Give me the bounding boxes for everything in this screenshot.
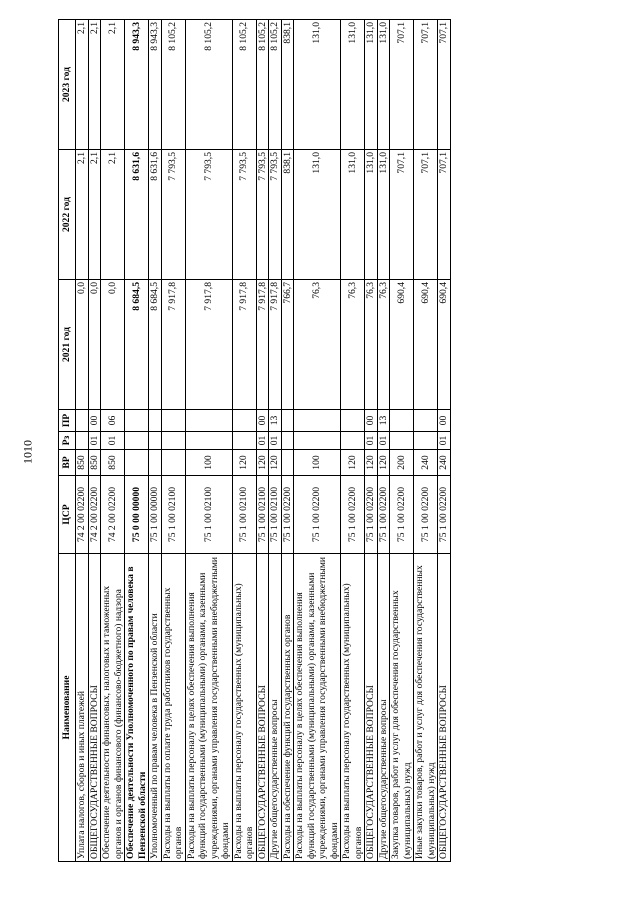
cell-rz: 01 <box>101 432 125 450</box>
cell-pr <box>414 410 438 432</box>
cell-csr: 75 1 00 02200 <box>294 476 341 554</box>
cell-csr: 75 1 00 02100 <box>269 476 282 554</box>
cell-csr: 75 1 00 02200 <box>377 476 390 554</box>
cell-csr: 74 2 00 02200 <box>101 476 125 554</box>
cell-2021: 8 684,5 <box>125 280 149 410</box>
cell-2021: 690,4 <box>438 280 451 410</box>
cell-2021: 76,3 <box>341 280 365 410</box>
cell-name: Расходы на обеспечение функций государственных органов <box>281 554 294 862</box>
cell-2022: 131,0 <box>377 150 390 280</box>
cell-2023: 131,0 <box>365 20 378 150</box>
cell-name: Обеспечение деятельности финансовых, налоговых и таможенных органов и органов финансового (финансово-бюджетного) надзора <box>101 554 125 862</box>
cell-2021: 7 917,8 <box>185 280 232 410</box>
cell-rz: 01 <box>256 432 269 450</box>
cell-name: Расходы на выплаты по оплате труда работников государственных органов <box>161 554 185 862</box>
cell-vr <box>281 450 294 476</box>
cell-2022: 707,1 <box>414 150 438 280</box>
cell-vr: 850 <box>76 450 89 476</box>
cell-2023: 8 943,3 <box>125 20 149 150</box>
cell-vr <box>161 450 185 476</box>
cell-vr: 240 <box>438 450 451 476</box>
table-row <box>256 20 269 862</box>
cell-vr: 100 <box>294 450 341 476</box>
cell-2023: 8 105,2 <box>269 20 282 150</box>
cell-name: Расходы на выплаты персоналу в целях обеспечения выполнения функций государственными (муниципальными) органами, казенными учреждениями, органами управления государственными внебюджетными фондами <box>185 554 232 862</box>
cell-vr <box>125 450 149 476</box>
cell-2022: 838,1 <box>281 150 294 280</box>
cell-rz: 01 <box>88 432 101 450</box>
cell-pr <box>161 410 185 432</box>
cell-2021: 76,3 <box>377 280 390 410</box>
cell-name: Уплата налогов, сборов и иных платежей <box>76 554 89 862</box>
cell-vr: 240 <box>414 450 438 476</box>
cell-name: Иные закупки товаров, работ и услуг для обеспечения государственных (муниципальных) нужд <box>414 554 438 862</box>
cell-pr <box>185 410 232 432</box>
cell-vr <box>149 450 162 476</box>
cell-rz <box>281 432 294 450</box>
table-header-row <box>59 20 76 862</box>
cell-name: Другие общегосударственные вопросы <box>269 554 282 862</box>
cell-pr: 06 <box>101 410 125 432</box>
cell-2023: 707,1 <box>438 20 451 150</box>
cell-2023: 8 105,2 <box>185 20 232 150</box>
cell-2022: 7 793,5 <box>269 150 282 280</box>
cell-name: Другие общегосударственные вопросы <box>377 554 390 862</box>
cell-2023: 131,0 <box>294 20 341 150</box>
cell-2022: 131,0 <box>341 150 365 280</box>
cell-2021: 690,4 <box>390 280 414 410</box>
cell-name: ОБЩЕГОСУДАРСТВЕННЫЕ ВОПРОСЫ <box>438 554 451 862</box>
cell-csr: 75 1 00 02200 <box>281 476 294 554</box>
header-csr: ЦСР <box>59 476 76 554</box>
cell-2023: 2,1 <box>88 20 101 150</box>
cell-2021: 0,0 <box>76 280 89 410</box>
cell-2022: 7 793,5 <box>256 150 269 280</box>
cell-pr: 00 <box>438 410 451 432</box>
page-number: 1010 <box>20 440 35 464</box>
cell-rz <box>232 432 256 450</box>
cell-name: Расходы на выплаты персоналу государственных (муниципальных) органов <box>232 554 256 862</box>
cell-2022: 7 793,5 <box>185 150 232 280</box>
table-row <box>161 20 185 862</box>
table-row <box>438 20 451 862</box>
table-row <box>101 20 125 862</box>
cell-csr: 75 1 00 02100 <box>256 476 269 554</box>
cell-rz <box>125 432 149 450</box>
cell-csr: 75 1 00 02200 <box>438 476 451 554</box>
header-2023: 2023 год <box>59 20 76 150</box>
cell-vr: 120 <box>256 450 269 476</box>
cell-pr <box>149 410 162 432</box>
cell-csr: 75 1 00 02200 <box>390 476 414 554</box>
cell-2022: 131,0 <box>365 150 378 280</box>
cell-2021: 7 917,8 <box>232 280 256 410</box>
cell-csr: 75 1 00 02200 <box>414 476 438 554</box>
cell-name: Закупка товаров, работ и услуг для обеспечения государственных (муниципальных) нужд <box>390 554 414 862</box>
cell-vr: 120 <box>269 450 282 476</box>
cell-2021: 76,3 <box>365 280 378 410</box>
cell-2021: 0,0 <box>101 280 125 410</box>
cell-2023: 8 943,3 <box>149 20 162 150</box>
cell-rz <box>161 432 185 450</box>
table-row <box>414 20 438 862</box>
cell-name: ОБЩЕГОСУДАРСТВЕННЫЕ ВОПРОСЫ <box>365 554 378 862</box>
cell-2023: 2,1 <box>101 20 125 150</box>
cell-name: Уполномоченный по правам человека в Пензенской области <box>149 554 162 862</box>
cell-2022: 707,1 <box>390 150 414 280</box>
table-row <box>269 20 282 862</box>
cell-vr: 200 <box>390 450 414 476</box>
cell-rz <box>414 432 438 450</box>
cell-rz: 01 <box>269 432 282 450</box>
cell-2023: 707,1 <box>390 20 414 150</box>
cell-2021: 7 917,8 <box>256 280 269 410</box>
table-row <box>281 20 294 862</box>
cell-2021: 766,7 <box>281 280 294 410</box>
header-name: Наименование <box>59 554 76 862</box>
cell-2023: 8 105,2 <box>256 20 269 150</box>
table-row <box>76 20 89 862</box>
cell-csr: 74 2 00 02200 <box>76 476 89 554</box>
table-row <box>232 20 256 862</box>
cell-2023: 707,1 <box>414 20 438 150</box>
cell-rz <box>185 432 232 450</box>
cell-csr: 75 0 00 00000 <box>125 476 149 554</box>
table-row <box>88 20 101 862</box>
cell-pr <box>390 410 414 432</box>
cell-2021: 76,3 <box>294 280 341 410</box>
cell-rz: 01 <box>377 432 390 450</box>
cell-pr: 13 <box>377 410 390 432</box>
cell-rz <box>149 432 162 450</box>
cell-2021: 7 917,8 <box>161 280 185 410</box>
header-pr: ПР <box>59 410 76 432</box>
cell-2023: 8 105,2 <box>161 20 185 150</box>
cell-name: Расходы на выплаты персоналу в целях обеспечения выполнения функций государственными (муниципальными) органами, казенными учреждениями, органами управления государственными внебюджетными фондами <box>294 554 341 862</box>
cell-2022: 2,1 <box>88 150 101 280</box>
cell-pr <box>294 410 341 432</box>
cell-2023: 131,0 <box>341 20 365 150</box>
cell-vr: 850 <box>88 450 101 476</box>
cell-2023: 131,0 <box>377 20 390 150</box>
header-2022: 2022 год <box>59 150 76 280</box>
cell-rz: 01 <box>365 432 378 450</box>
cell-rz <box>390 432 414 450</box>
cell-2021: 0,0 <box>88 280 101 410</box>
cell-name: Обеспечение деятельности Уполномоченного по правам человека в Пензенской области <box>125 554 149 862</box>
cell-rz <box>294 432 341 450</box>
cell-name: Расходы на выплаты персоналу государственных (муниципальных) органов <box>341 554 365 862</box>
cell-rz: 01 <box>438 432 451 450</box>
header-2021: 2021 год <box>59 280 76 410</box>
cell-2022: 2,1 <box>101 150 125 280</box>
cell-2023: 2,1 <box>76 20 89 150</box>
table-row <box>294 20 341 862</box>
table-row <box>149 20 162 862</box>
cell-2023: 8 105,2 <box>232 20 256 150</box>
cell-vr: 120 <box>377 450 390 476</box>
cell-2022: 131,0 <box>294 150 341 280</box>
cell-rz <box>341 432 365 450</box>
cell-2021: 690,4 <box>414 280 438 410</box>
cell-pr <box>232 410 256 432</box>
table-row <box>341 20 365 862</box>
cell-pr <box>281 410 294 432</box>
cell-csr: 75 1 00 02200 <box>365 476 378 554</box>
cell-2023: 838,1 <box>281 20 294 150</box>
cell-vr: 100 <box>185 450 232 476</box>
cell-pr <box>341 410 365 432</box>
cell-pr: 00 <box>88 410 101 432</box>
cell-csr: 75 1 00 02100 <box>185 476 232 554</box>
header-rz: Рз <box>59 432 76 450</box>
cell-vr: 120 <box>365 450 378 476</box>
cell-2021: 7 917,8 <box>269 280 282 410</box>
budget-table <box>58 19 451 862</box>
cell-vr: 120 <box>341 450 365 476</box>
cell-2021: 8 684,5 <box>149 280 162 410</box>
cell-csr: 75 1 00 02100 <box>232 476 256 554</box>
table-row <box>185 20 232 862</box>
rotated-page <box>58 20 616 862</box>
cell-pr <box>125 410 149 432</box>
cell-pr: 00 <box>256 410 269 432</box>
cell-vr: 120 <box>232 450 256 476</box>
table-row <box>125 20 149 862</box>
cell-name: ОБЩЕГОСУДАРСТВЕННЫЕ ВОПРОСЫ <box>88 554 101 862</box>
table-row <box>365 20 378 862</box>
table-row <box>377 20 390 862</box>
cell-vr: 850 <box>101 450 125 476</box>
table-row <box>390 20 414 862</box>
cell-csr: 74 2 00 02200 <box>88 476 101 554</box>
cell-2022: 7 793,5 <box>161 150 185 280</box>
cell-csr: 75 1 00 02200 <box>341 476 365 554</box>
cell-pr: 13 <box>269 410 282 432</box>
cell-pr <box>76 410 89 432</box>
cell-2022: 7 793,5 <box>232 150 256 280</box>
cell-2022: 8 631,6 <box>149 150 162 280</box>
cell-pr: 00 <box>365 410 378 432</box>
cell-csr: 75 1 00 02100 <box>161 476 185 554</box>
cell-2022: 707,1 <box>438 150 451 280</box>
header-vr: ВР <box>59 450 76 476</box>
cell-rz <box>76 432 89 450</box>
cell-csr: 75 1 00 00000 <box>149 476 162 554</box>
cell-2022: 2,1 <box>76 150 89 280</box>
cell-name: ОБЩЕГОСУДАРСТВЕННЫЕ ВОПРОСЫ <box>256 554 269 862</box>
cell-2022: 8 631,6 <box>125 150 149 280</box>
